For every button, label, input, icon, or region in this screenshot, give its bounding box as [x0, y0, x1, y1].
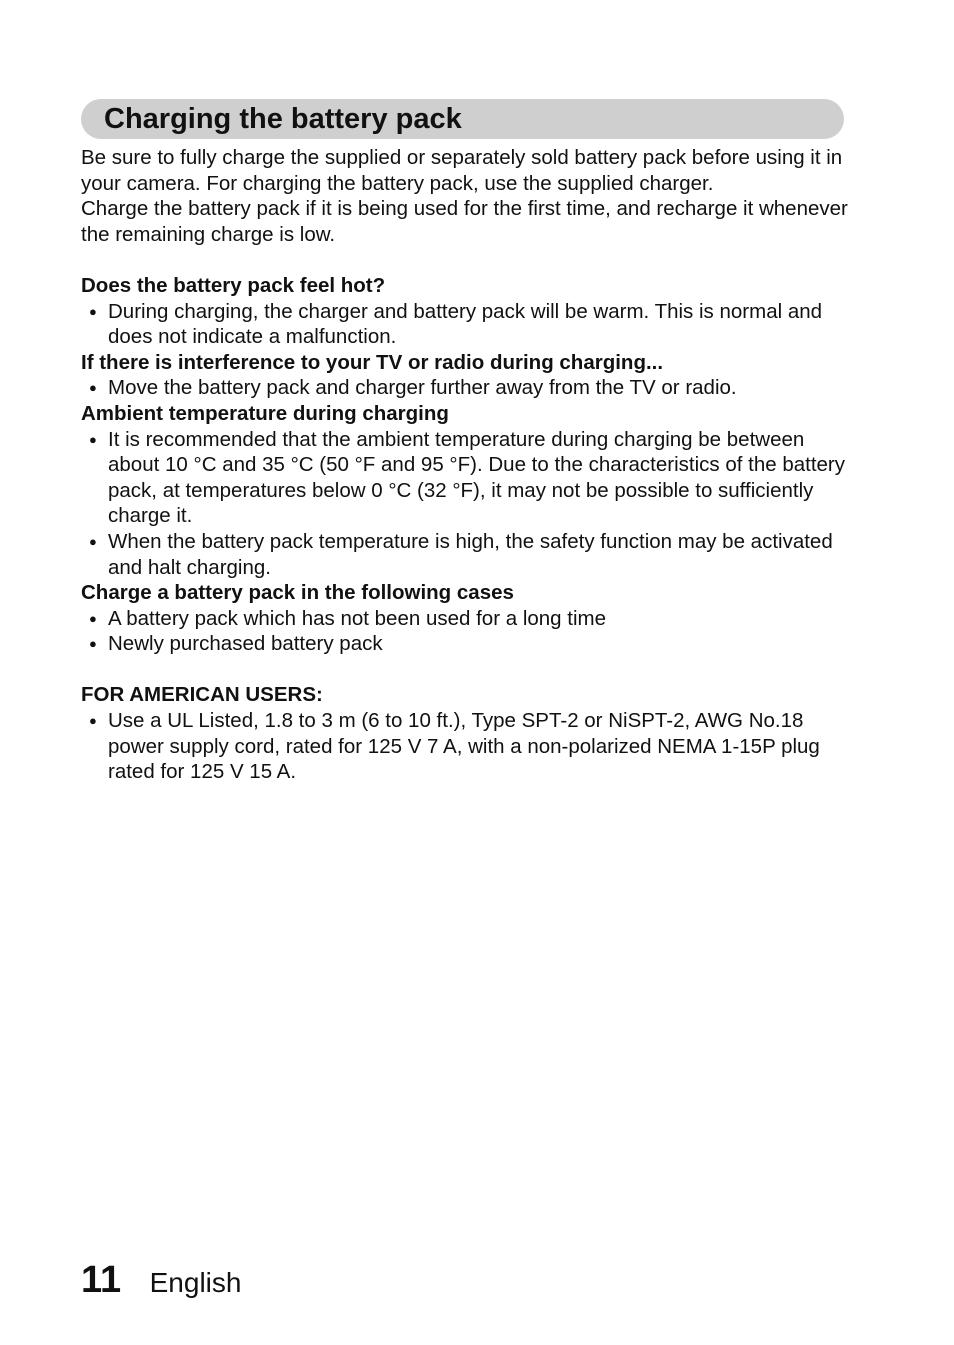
bullet-list [81, 299, 851, 350]
spacer [81, 657, 851, 683]
bullet-list [81, 375, 851, 401]
intro-paragraph: Charge the battery pack if it is being used for the first time, and recharge it whenever the remaining charge is low. [81, 197, 848, 246]
page-footer [81, 1258, 241, 1305]
bullet-item: ● When the battery pack temperature is high, the safety function may be activated and halt charging. [81, 529, 851, 580]
page-title: Charging the battery pack [104, 103, 462, 135]
bullet-item: ● Use a UL Listed, 1.8 to 3 m (6 to 10 ft.), Type SPT-2 or NiSPT-2, AWG No.18 power supply cord, rated for 125 V 7 A, with a non-polarized NEMA 1-15P plug rated for 125 V 15 A. [81, 708, 851, 785]
bullet-item: ● Newly purchased battery pack [81, 631, 851, 657]
bullet-item: ● It is recommended that the ambient temperature during charging be between about 10 °C and 35 °C (50 °F and 95 °F). Due to the characteristics of the battery pack, at temperatures below 0 °C (32 °F), it may not be possible to sufficiently charge it. [81, 427, 851, 529]
american-users-heading: FOR AMERICAN USERS: [81, 683, 323, 707]
page-number: 11 [81, 1259, 122, 1301]
intro-paragraph: Be sure to fully charge the supplied or separately sold battery pack before using it in your camera. For charging the battery pack, use the supplied charger. [81, 146, 843, 195]
page-content [81, 145, 851, 785]
bullet-list [81, 427, 851, 581]
bullet-item: ● Move the battery pack and charger further away from the TV or radio. [81, 375, 851, 401]
section-heading: Charge a battery pack in the following cases [81, 581, 514, 605]
spacer [81, 247, 851, 273]
section-title-bar [81, 99, 844, 139]
bullet-list [81, 606, 851, 657]
section-heading: If there is interference to your TV or radio during charging... [81, 350, 664, 374]
language-label: English [149, 1267, 242, 1298]
section-heading: Ambient temperature during charging [81, 401, 449, 425]
bullet-item: ● During charging, the charger and battery pack will be warm. This is normal and does not indicate a malfunction. [81, 299, 851, 350]
bullet-list [81, 708, 851, 785]
section-heading: Does the battery pack feel hot? [81, 273, 386, 297]
bullet-item: ● A battery pack which has not been used for a long time [81, 606, 851, 632]
